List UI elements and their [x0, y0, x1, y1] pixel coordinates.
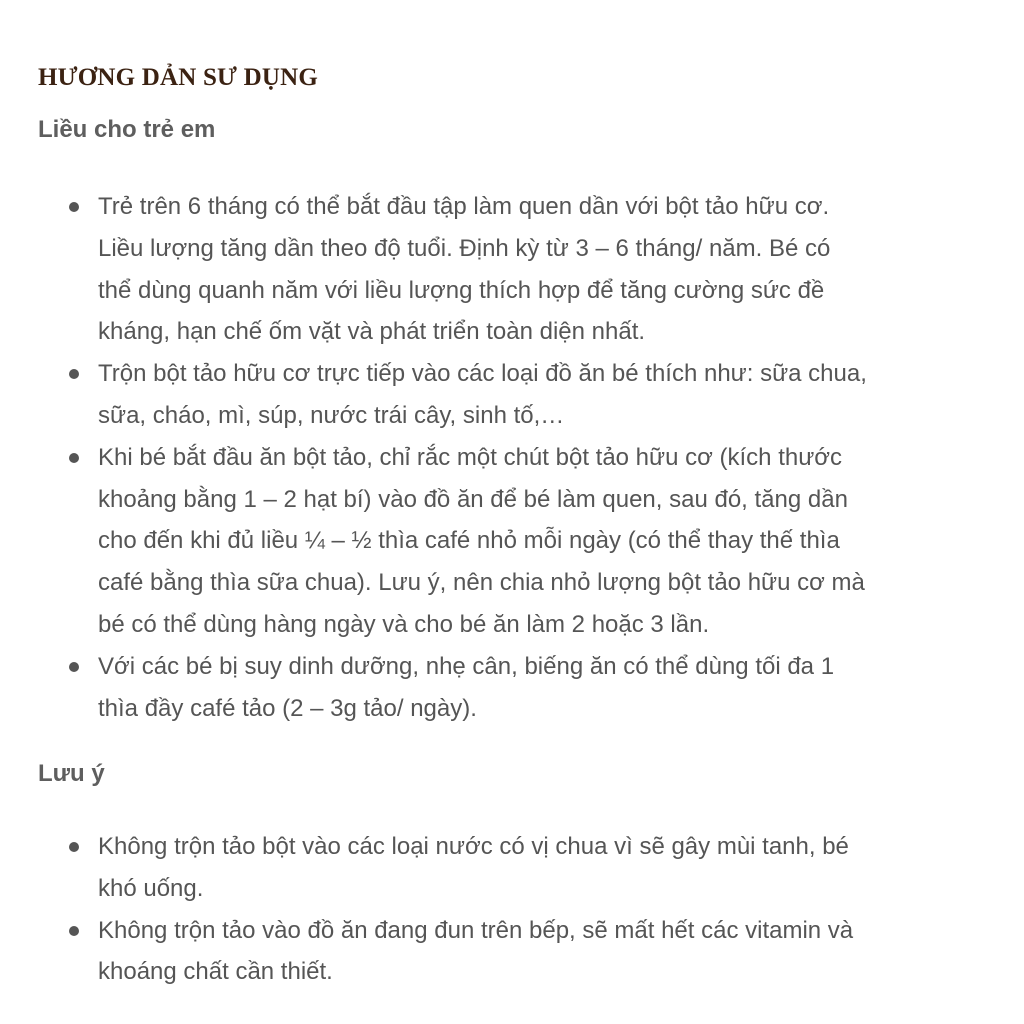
list-item — [0, 910, 1024, 994]
section-heading-notes: Lưu ý — [38, 760, 105, 787]
list-item-text: kháng, hạn chế ốm vặt và phát triển toàn diện nhất. — [98, 318, 646, 346]
list-item-text: Liều lượng tăng dần theo độ tuổi. Định kỳ từ 3 – 6 tháng/ năm. Bé có — [98, 234, 831, 262]
list-item-text: Trẻ trên 6 tháng có thể bắt đầu tập làm quen dần với bột tảo hữu cơ. — [98, 193, 830, 220]
list-item-text: Không trộn tảo vào đồ ăn đang đun trên bếp, sẽ mất hết các vitamin và — [98, 916, 854, 944]
list-item — [0, 437, 1024, 646]
notes-list — [0, 826, 1024, 993]
list-item — [0, 186, 1024, 353]
list-item-text: Khi bé bắt đầu ăn bột tảo, chỉ rắc một chút bột tảo hữu cơ (kích thước — [98, 443, 843, 471]
list-item-text: khoáng chất cần thiết. — [98, 958, 333, 986]
list-item-text: sữa, cháo, mì, súp, nước trái cây, sinh tố,… — [98, 401, 565, 429]
bullet-icon — [69, 453, 79, 463]
list-item — [0, 353, 1024, 437]
list-item-text: khoảng bằng 1 – 2 hạt bí) vào đồ ăn để bé làm quen, sau đó, tăng dần — [98, 485, 848, 513]
list-item-text: bé có thể dùng hàng ngày và cho bé ăn làm 2 hoặc 3 lần. — [98, 610, 710, 638]
list-item-text: thể dùng quanh năm với liều lượng thích hợp để tăng cường sức đề — [98, 276, 825, 304]
list-item-text: café bằng thìa sữa chua). Lưu ý, nên chia nhỏ lượng bột tảo hữu cơ mà — [98, 569, 865, 597]
bullet-icon — [69, 202, 79, 212]
list-item — [0, 646, 1024, 730]
list-item-text: thìa đầy café tảo (2 – 3g tảo/ ngày). — [98, 694, 477, 722]
page-title: HƯƠNG DẢN SƯ DỤNG — [38, 64, 319, 91]
bullet-icon — [69, 842, 79, 852]
section-heading-dosage: Liều cho trẻ em — [38, 116, 216, 143]
list-item-text: cho đến khi đủ liều ¼ – ½ thìa café nhỏ mỗi ngày (có thể thay thế thìa — [98, 527, 840, 555]
list-item-text: khó uống. — [98, 874, 204, 902]
list-item — [0, 826, 1024, 910]
bullet-icon — [69, 926, 79, 936]
list-item-text: Không trộn tảo bột vào các loại nước có vị chua vì sẽ gây mùi tanh, bé — [98, 833, 849, 860]
dosage-list — [0, 186, 1024, 729]
list-item-text: Trộn bột tảo hữu cơ trực tiếp vào các loại đồ ăn bé thích như: sữa chua, — [98, 360, 867, 388]
list-item-text: Với các bé bị suy dinh dưỡng, nhẹ cân, biếng ăn có thể dùng tối đa 1 — [98, 652, 835, 680]
bullet-icon — [69, 369, 79, 379]
bullet-icon — [69, 662, 79, 672]
